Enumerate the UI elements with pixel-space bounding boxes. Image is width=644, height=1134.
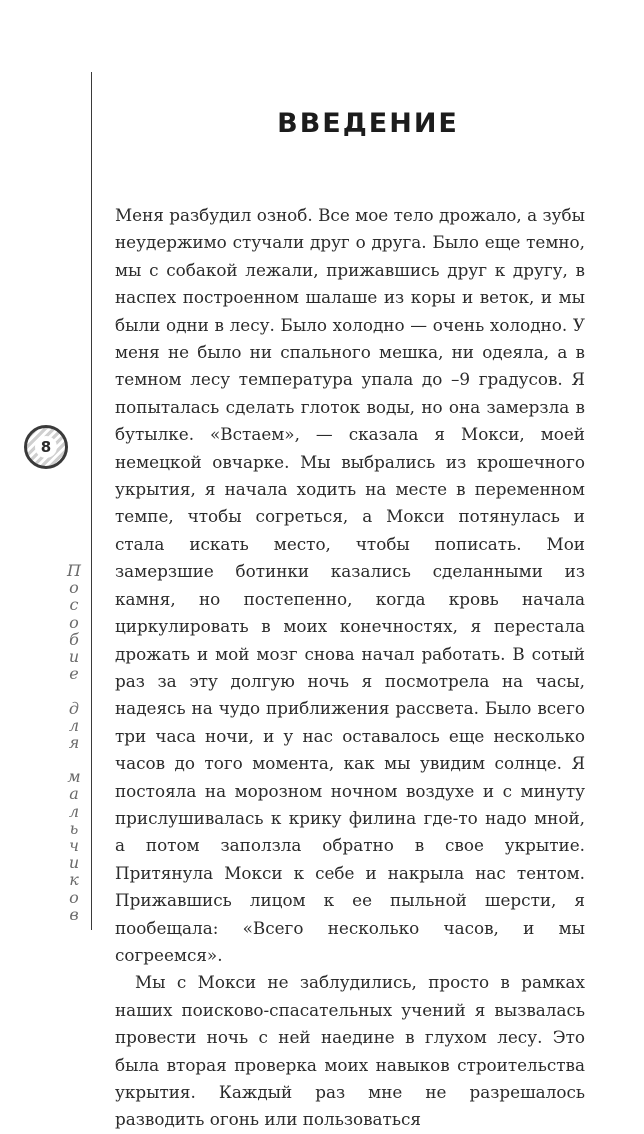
- running-title-letter: а: [69, 784, 79, 804]
- page-number-badge: [24, 425, 68, 469]
- running-title-letter: и: [68, 646, 80, 666]
- running-title-letter: е: [69, 664, 79, 684]
- running-title-letter: П: [67, 561, 81, 580]
- margin-rule: [91, 72, 92, 930]
- page-number: 8: [35, 436, 57, 458]
- paragraph: Меня разбудил озноб. Все мое тело дрожало, а зубы неудержимо стучали друг о друга. Было еще темно, мы с собакой лежали, прижавшись друг к другу, в наспех построенном шалаше из коры и веток, и мы были одни в лесу. Было холодно — очень холодно. У меня не было ни спального мешка, ни одеяла, а в темном лесу температура упала до –9 градусов. Я попыталась сделать глоток воды, но она замерзла в бутылке. «Встаем», — сказала я Мокси, моей немецкой овчарке. Мы выбрались из крошечного укрытия, я начала ходить на месте в переменном темпе, чтобы согреться, а Мокси потянулась и стала искать место, чтобы пописать. Мои замерзшие ботинки казались сделанными из камня, но постепенно, когда кровь начала циркулировать в моих конечностях, я перестала дрожать и мой мозг снова начал работать. В сотый раз за эту долгую ночь я посмотрела на часы, надеясь на чудо приближения рассвета. Было всего три часа ночи, и у нас оставалось еще несколько часов до того момента, как мы увидим солнце. Я постояла на морозном ночном воздухе и с минуту прислушивалась к крику филина где-то надо мной, а потом заползла обратно в свое укрытие. Притянула Мокси к себе и накрыла нас тентом. Прижавшись лицом к ее пыльной шерсти, я пообещала: «Всего несколько часов, и мы согреемся».: [115, 205, 585, 965]
- running-title-letter: л: [68, 801, 80, 821]
- running-title-letter: о: [69, 887, 79, 907]
- running-title-vertical: [62, 562, 86, 923]
- running-title-letter: ь: [69, 818, 79, 838]
- running-title-letter: о: [69, 578, 79, 598]
- chapter-title: ВВЕДЕНИЕ: [277, 108, 459, 139]
- running-title-letter: л: [68, 715, 80, 735]
- running-title-letter: я: [68, 732, 80, 752]
- running-title-letter: в: [69, 904, 79, 924]
- body-text: [115, 202, 585, 1134]
- running-title-letter: д: [68, 698, 80, 718]
- running-title-gap: [62, 682, 86, 699]
- paragraph: Мы с Мокси не заблудились, просто в рамках наших поисково-спасательных учений я вызвалась провести ночь с ней наедине в глухом лесу. Это была вторая проверка моих навыков строительства укрытия. Каждый раз мне не разрешалось разводить огонь или пользоваться: [115, 972, 585, 1130]
- running-title-letter: и: [68, 853, 80, 873]
- running-title-letter: б: [69, 629, 79, 649]
- running-title-gap: [62, 751, 86, 768]
- running-title-letter: ч: [69, 836, 79, 855]
- running-title-letter: м: [67, 767, 81, 787]
- running-title-letter: о: [69, 612, 79, 632]
- running-title-letter: с: [69, 595, 79, 615]
- running-title-letter: к: [69, 870, 79, 890]
